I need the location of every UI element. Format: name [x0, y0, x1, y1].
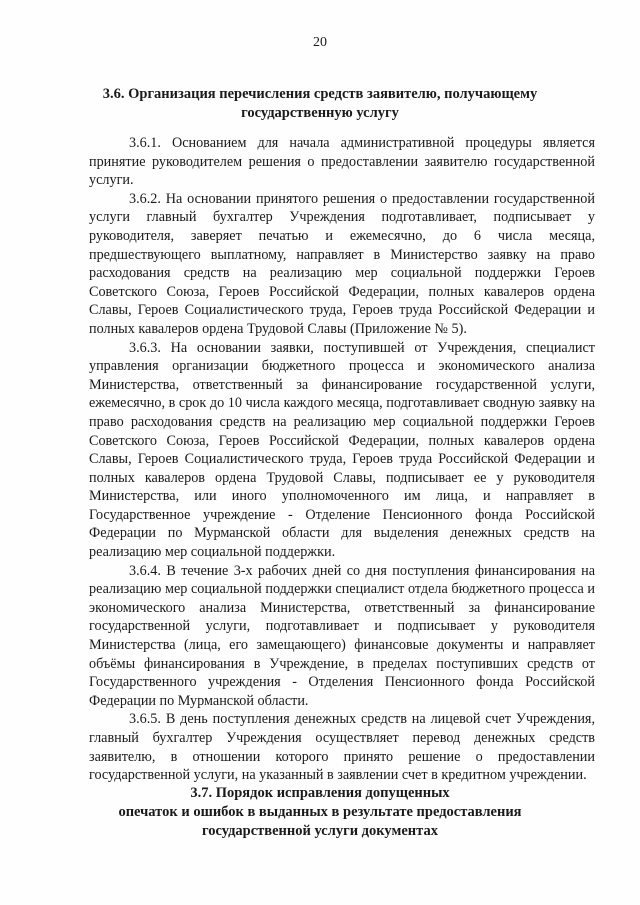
page-number: 20	[313, 35, 327, 50]
section-3-6-heading	[75, 85, 565, 123]
heading-line: 3.7. Порядок исправления допущенных	[190, 785, 450, 801]
heading-line: государственной услуги документах	[202, 823, 438, 839]
section-3-6-body	[89, 134, 595, 785]
paragraph-3-6-3: 3.6.3. На основании заявки, поступившей от Учреждения, специалист управления организации бюджетного процесса и экономического анализа Министерства, ответственный за финансирование государственной услуги, ежемесячно, в срок до 10 числа каждого месяца, подготавливает сводную заявку на право расходования средств на реализацию мер социальной поддержки Героев Советского Союза, Героев Российской Федерации, полных кавалеров ордена Славы, Героев Социалистического труда, Героев труда Российской Федерации и полных кавалеров ордена Трудовой Славы, подписывает ее у руководителя Министерства, или иного уполномоченного им лица, и направляет в Государственное учреждение - Отделение Пенсионного фонда Российской Федерации по Мурманской области для выделения денежных средств на реализацию мер социальной поддержки.	[89, 339, 595, 561]
paragraph-3-6-4: 3.6.4. В течение 3-х рабочих дней со дня поступления финансирования на реализацию мер социальной поддержки специалист отдела бюджетного процесса и экономического анализа Министерства, ответственный за финансирование государственной услуги, подготавливает и подписывает у руководителя Министерства (лица, его замещающего) финансовые документы и направляет объёмы финансирования в Учреждение, в пределах поступивших средств от Государственного учреждения - Отделения Пенсионного фонда Российской Федерации по Мурманской области.	[89, 562, 595, 709]
paragraph-3-6-5: 3.6.5. В день поступления денежных средств на лицевой счет Учреждения, главный бухгалтер Учреждения осуществляет перевод денежных средств заявителю, в отношении которого принято решение о предоставлении государственной услуги, на указанный в заявлении счет в кредитном учреждении.	[89, 711, 595, 784]
section-3-7-heading	[75, 784, 565, 841]
heading-line: 3.6. Организация перечисления средств заявителю, получающему	[102, 86, 538, 102]
paragraph-3-6-1: 3.6.1. Основанием для начала административной процедуры является принятие руководителем решения о предоставлении заявителю государственной услуги.	[89, 135, 595, 189]
heading-line: государственную услугу	[241, 105, 399, 121]
paragraph-3-6-2: 3.6.2. На основании принятого решения о предоставлении государственной услуги главный бухгалтер Учреждения подготавливает, подписывает у руководителя, заверяет печатью и ежемесячно, до 6 числа месяца, предшествующего выплатному, направляет в Министерство заявку на право расходования средств на реализацию мер социальной поддержки Героев Советского Союза, Героев Российской Федерации, полных кавалеров ордена Славы, Героев Социалистического труда, Героев труда Российской Федерации и полных кавалеров ордена Трудовой Славы (Приложение № 5).	[89, 190, 595, 337]
heading-line: опечаток и ошибок в выданных в результате предоставления	[118, 804, 522, 820]
